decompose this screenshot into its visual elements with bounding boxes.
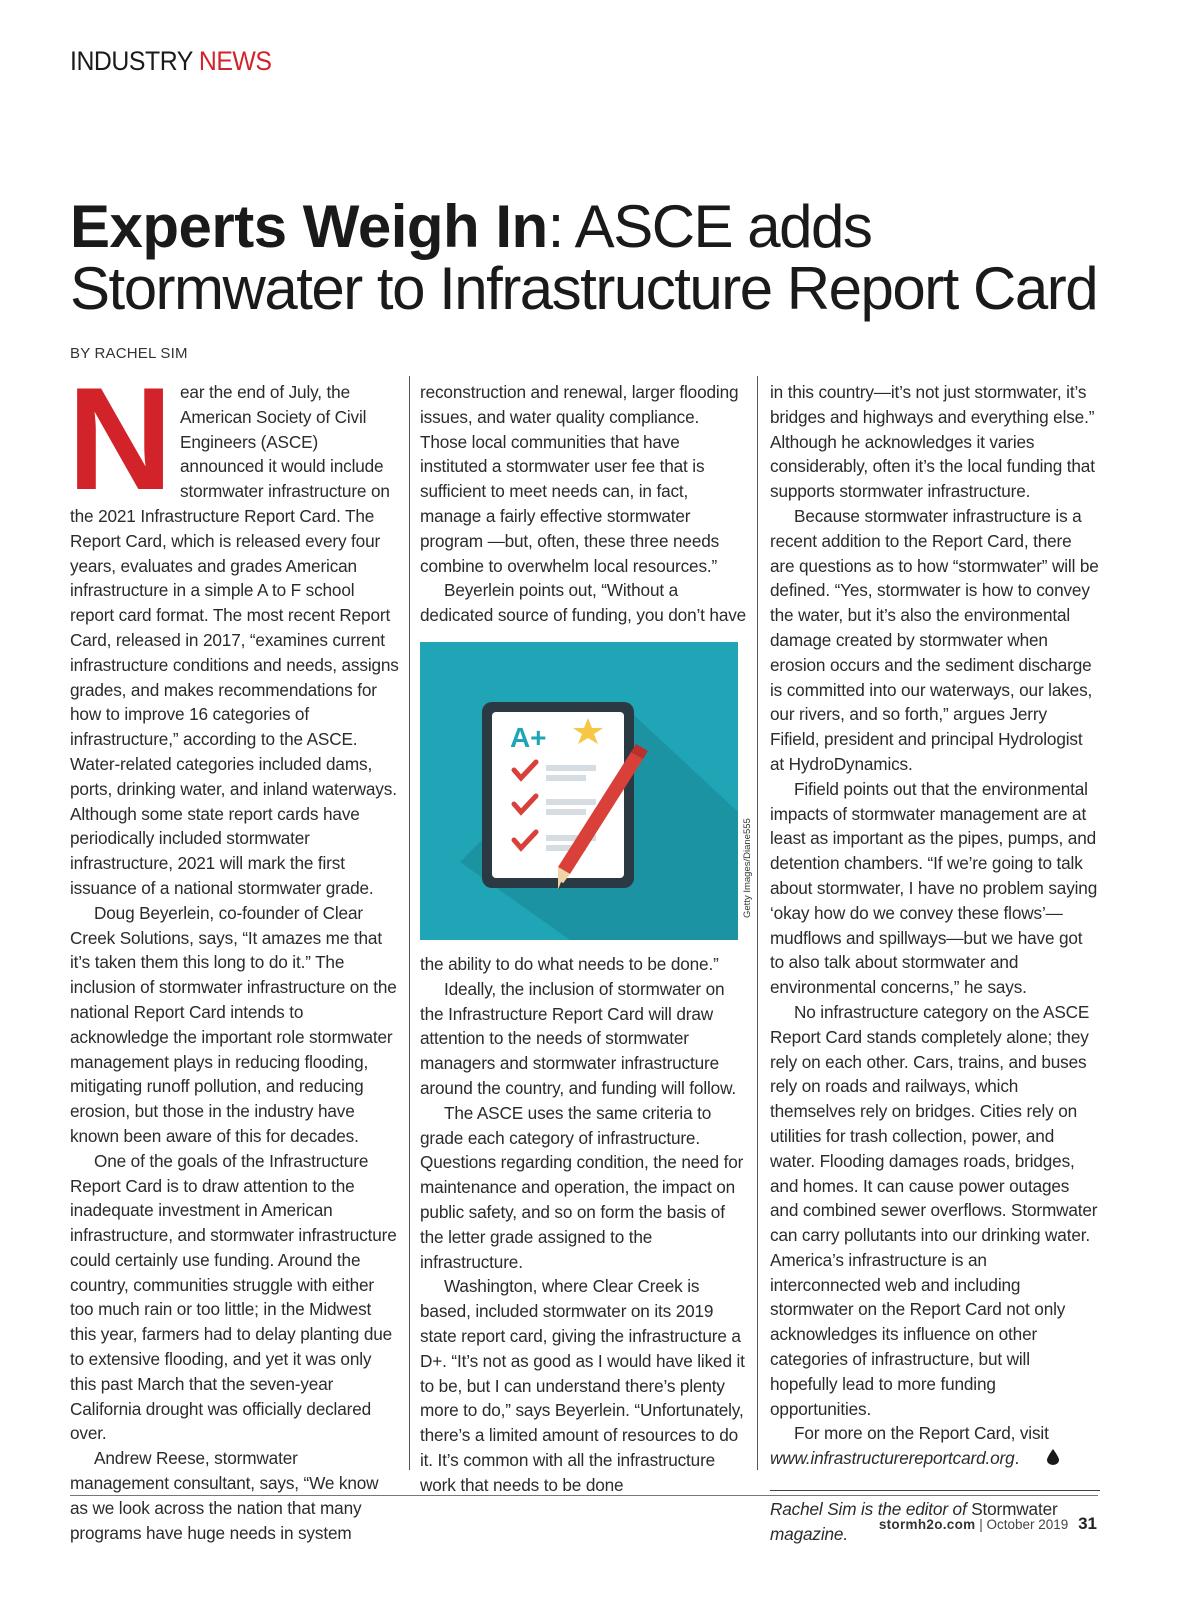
dropcap-letter: N [70, 382, 170, 492]
period: . [1014, 1448, 1020, 1469]
paragraph-text: ear the end of July, the American Society of Civil Engineers (ASCE) announced it would include stormwater infrastructure on the 2021 Infrastructure Report Card. The Report Card, which is released every four years, evaluates and grades American infrastructure in a simple A to F school report card format. The most recent Report Card, released in 2017, “examines current infrastructure conditions and needs, assigns grades, and makes recommendations for how to improve 16 categories of infrastructure,” according to the ASCE. Water-related categories included dams, ports, drinking water, and inland waterways. Although some state report cards have periodically included stormwater infrastructure, 2021 will mark the first issuance of a national stormwater grade. [70, 382, 399, 898]
section-label-news: NEWS [198, 46, 272, 76]
column-divider [409, 376, 410, 1470]
footer-divider [70, 1495, 1098, 1496]
bio-divider [770, 1490, 1100, 1491]
bio-name: Rachel Sim [770, 1499, 857, 1520]
bio-end: magazine. [770, 1523, 848, 1544]
paragraph: Because stormwater infrastructure is a recent addition to the Report Card, there are questions as to how “stormwater” will be defined. “Yes, stormwater is how to convey the water, but it’s also the environmental damage created by stormwater when erosion occurs and the sediment discharge is committed into our waterways, our lakes, our rivers, and so forth,” argues Jerry Fifield, president and principal Hydrologist at HydroDynamics. [770, 505, 1099, 774]
grade-label: A+ [510, 721, 547, 753]
bio-publication: Stormwater [971, 1499, 1058, 1520]
column-1 [70, 380, 400, 1545]
photo-credit: Getty Images/Diane555 [742, 818, 753, 918]
paragraph: Doug Beyerlein, co-founder of Clear Creek Solutions, says, “It amazes me that it’s taken them this long to do it.” The inclusion of stormwater infrastructure on the national Report Card intends to acknowledge the important role stormwater management plays in reducing flooding, mitigating runoff pollution, and reducing erosion, but those in the industry have known been aware of this for decades. [70, 902, 397, 1146]
paragraph: reconstruction and renewal, larger flooding issues, and water quality compliance. Those local communities that have instituted a stormwater user fee that is sufficient to meet needs can, in fact, manage a fairly effective stormwater program —but, often, these three needs combine to overwhelm local resources.” [420, 382, 739, 576]
page-number: 31 [1078, 1514, 1097, 1533]
paragraph: in this country—it’s not just stormwater, it’s bridges and highways and everything else.” Although he acknowledges it varies considerably, often it’s the local funding that supports stormwater infrastructure. [770, 382, 1095, 502]
paragraph: One of the goals of the Infrastructure Report Card is to draw attention to the inadequate investment in American infrastructure, and stormwater infrastructure could certainly use funding. Around the country, communities struggle with either too much rain or too little; in the Midwest this year, farmers had to delay planting due to extensive flooding, and yet it was only this past March that the seven-year California drought was officially declared over. [70, 1150, 397, 1444]
footer-date: October 2019 [986, 1517, 1069, 1532]
section-label-industry: INDUSTRY [70, 46, 193, 76]
paragraph-text: For more on the Report Card, visit [794, 1423, 1049, 1444]
column-divider [757, 376, 758, 1470]
report-card-link[interactable]: www.infrastructurereportcard.org [770, 1448, 1015, 1469]
paragraph: Washington, where Clear Creek is based, included stormwater on its 2019 state report card, giving the infrastructure a D+. “It’s not as good as I would have liked it to be, but I can understand there’s plenty more to do,” says Beyerlein. “Unfortunately, there’s a limited amount of resources to do it. It’s common with all the infrastructure work that needs to be done [420, 1276, 745, 1495]
headline-line2: Stormwater to Infrastructure Report Card [70, 255, 1098, 322]
paragraph [770, 1421, 1100, 1472]
paragraph: Andrew Reese, stormwater management consultant, says, “We know as we look across the nation that many programs have huge needs in system [70, 1448, 379, 1543]
headline-bold: Experts Weigh In [70, 193, 548, 260]
column-2 [420, 380, 750, 1498]
paragraph: Ideally, the inclusion of stormwater on the Infrastructure Report Card will draw attention to the needs of stormwater managers and stormwater infrastructure around the country, and funding will follow. [420, 978, 737, 1098]
footer-site: stormh2o.com [878, 1517, 976, 1532]
paragraph: The ASCE uses the same criteria to grade each category of infrastructure. Questions regarding condition, the need for maintenance and operation, the impact on public safety, and so on form the basis of the letter grade assigned to the infrastructure. [420, 1102, 744, 1272]
section-label [70, 46, 272, 77]
column-3 [770, 380, 1100, 1547]
headline-rest: : ASCE adds [547, 193, 872, 260]
bio-mid: is the editor of [856, 1499, 972, 1520]
water-drop-icon [1023, 1447, 1059, 1472]
byline: BY RACHEL SIM [70, 345, 188, 362]
page-footer [879, 1514, 1097, 1534]
dropcap [70, 382, 170, 492]
paragraph: the ability to do what needs to be done.” [420, 953, 719, 974]
paragraph: No infrastructure category on the ASCE Report Card stands completely alone; they rely on each other. Cars, trains, and buses rely on roads and railways, which themselves rely on bridges. Cities rely on utilities for trash collection, power, and water. Flooding damages roads, bridges, and homes. It can cause power outages and combined sewer overflows. Stormwater can carry pollutants into our drinking water. America’s infrastructure is an interconnected web and including stormwater on the Report Card not only acknowledges its influence on other categories of infrastructure, but will hopefully lead to more funding opportunities. [770, 1001, 1098, 1419]
paragraph: Fifield points out that the environmental impacts of stormwater management are at least as important as the pipes, pumps, and detention chambers. “If we’re going to talk about stormwater, I have no problem saying ‘okay how do we convey these flows’—mudflows and spillways—but we have got to also talk about stormwater and environmental concerns,” he says. [770, 778, 1098, 998]
headline [70, 193, 1150, 322]
paragraph: Beyerlein points out, “Without a dedicated source of funding, you don’t have [420, 580, 747, 626]
report-card-illustration [420, 642, 738, 940]
footer-separator: | [979, 1517, 983, 1532]
paragraph [70, 380, 400, 901]
